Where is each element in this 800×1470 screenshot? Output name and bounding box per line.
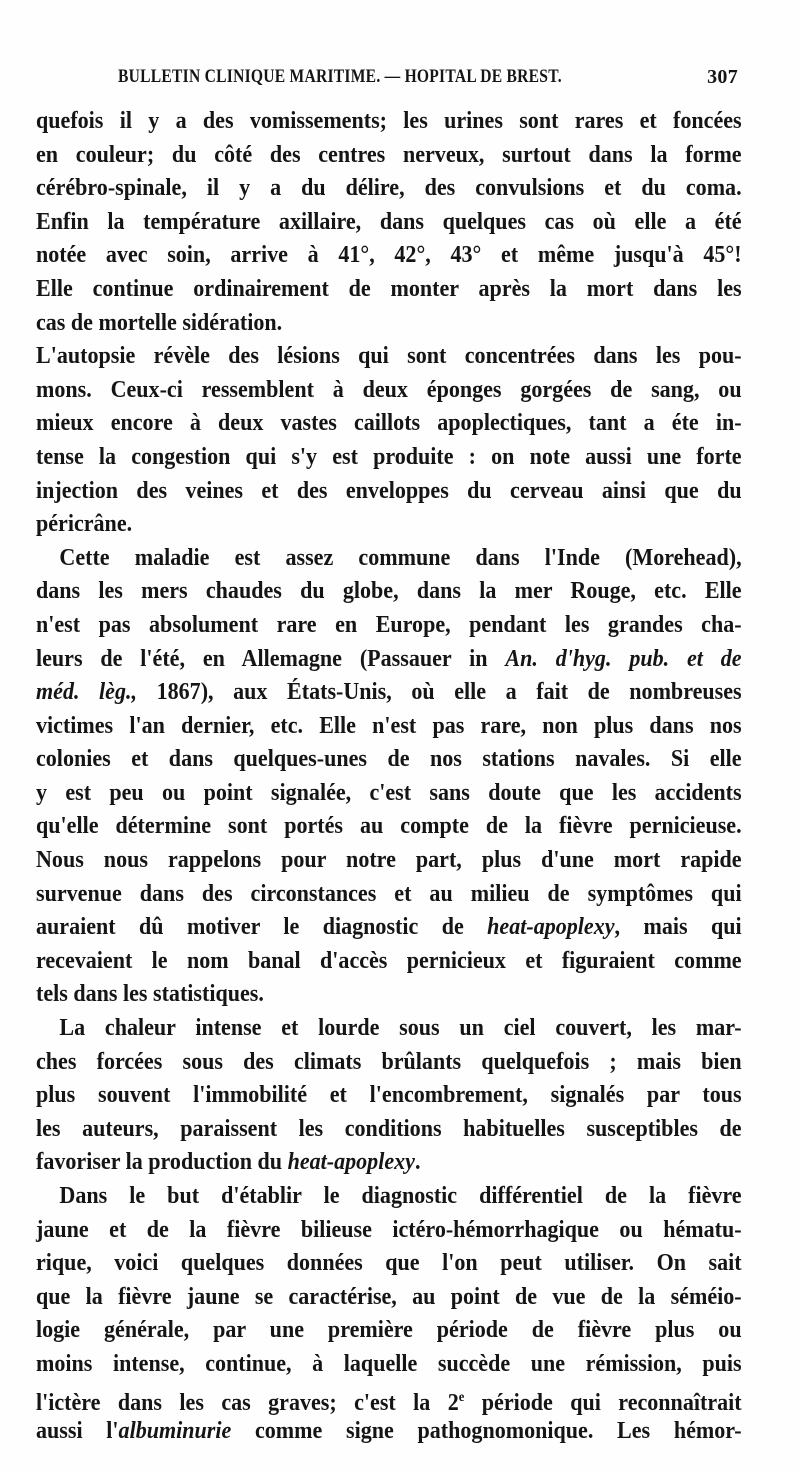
text-line <box>36 642 742 676</box>
superscript: e <box>458 1389 465 1405</box>
text-line: jaune et de la fièvre bilieuse ictéro-hémorrhagique ou hématu- <box>36 1215 742 1243</box>
text-line: survenue dans des circonstances et au milieu de symptômes qui <box>36 879 742 907</box>
text-fragment: l'ictère dans les cas graves; c'est la 2 <box>36 1388 459 1416</box>
text-line: victimes l'an dernier, etc. Elle n'est pas rare, non plus dans nos <box>36 711 742 739</box>
text-line: mieux encore à deux vastes caillots apoplectiques, tant a éte in- <box>36 409 742 437</box>
page-number: 307 <box>707 66 738 88</box>
text-line: y est peu ou point signalée, c'est sans doute que les accidents <box>36 778 742 806</box>
text-fragment: , mais qui <box>614 913 742 941</box>
text-line: Dans le but d'établir le diagnostic différentiel de la fièvre <box>59 1182 742 1209</box>
term-italic: albuminurie <box>118 1417 232 1445</box>
text-fragment: 1867), aux États-Unis, où elle a fait de nombreuses <box>156 678 742 706</box>
text-line: qu'elle détermine sont portés au compte de la fièvre pernicieuse. <box>36 812 742 840</box>
text-line: dans les mers chaudes du globe, dans la mer Rouge, etc. Elle <box>36 577 742 605</box>
text-fragment: auraient dû motiver le diagnostic de <box>36 913 488 941</box>
text-fragment: aussi l' <box>36 1417 119 1445</box>
text-line: en couleur; du côté des centres nerveux, surtout dans la forme <box>36 140 742 168</box>
text-line <box>36 1145 742 1179</box>
text-line: cérébro-spinale, il y a du délire, des convulsions et du coma. <box>36 174 742 202</box>
term-italic: heat-apoplexy <box>487 913 615 941</box>
text-line: rique, voici quelques données que l'on peut utiliser. On sait <box>36 1249 742 1277</box>
text-line: que la fièvre jaune se caractérise, au point de vue de la séméio- <box>36 1282 742 1310</box>
text-line: Cette maladie est assez commune dans l'Inde (Morehead), <box>59 543 742 571</box>
text-line: tense la congestion qui s'y est produite : on note aussi une forte <box>36 442 742 470</box>
text-line: les auteurs, paraissent les conditions habituelles susceptibles de <box>36 1114 742 1142</box>
citation-italic: An. d'hyg. pub. et de <box>505 644 742 672</box>
text-fragment: période qui reconnaîtrait <box>464 1388 742 1416</box>
text-line: notée avec soin, arrive à 41°, 42°, 43° et même jusqu'à 45°! <box>36 241 742 269</box>
text-line: plus souvent l'immobilité et l'encombrement, signalés par tous <box>36 1081 742 1109</box>
term-italic: heat-apoplexy <box>287 1148 415 1176</box>
page-header <box>118 62 740 96</box>
running-title: BULLETIN CLINIQUE MARITIME. — HOPITAL DE BREST. <box>118 66 562 87</box>
text-line: recevaient le nom banal d'accès pernicieux et figuraient comme <box>36 946 742 974</box>
text-fragment: favoriser la production du <box>36 1148 288 1176</box>
text-line: colonies et dans quelques-unes de nos stations navales. Si elle <box>36 745 742 773</box>
text-line <box>36 910 742 944</box>
text-line: n'est pas absolument rare en Europe, pendant les grandes cha- <box>36 610 742 638</box>
text-line: tels dans les statistiques. <box>36 980 264 1008</box>
text-line: mons. Ceux-ci ressemblent à deux éponges gorgées de sang, ou <box>36 375 742 403</box>
text-fragment: . <box>414 1148 421 1176</box>
text-fragment: comme signe pathognomonique. Les hémor- <box>231 1417 742 1445</box>
text-line: quefois il y a des vomissements; les urines sont rares et foncées <box>36 107 742 134</box>
text-line <box>36 1381 742 1415</box>
text-line <box>36 1414 742 1448</box>
text-line: L'autopsie révèle des lésions qui sont concentrées dans les pou- <box>36 342 742 370</box>
body-text <box>36 104 742 1448</box>
text-line: injection des veines et des enveloppes du cerveau ainsi que du <box>36 476 742 504</box>
text-line: logie générale, par une première période de fièvre plus ou <box>36 1316 742 1344</box>
text-line: moins intense, continue, à laquelle succède une rémission, puis <box>36 1349 742 1377</box>
text-line <box>36 675 742 709</box>
text-line: Enfin la température axillaire, dans quelques cas où elle a été <box>36 207 742 235</box>
citation-italic: méd. lèg., <box>36 678 157 706</box>
text-fragment: leurs de l'été, en Allemagne (Passauer in <box>36 644 506 672</box>
text-line: péricrâne. <box>36 510 133 538</box>
text-line: La chaleur intense et lourde sous un ciel couvert, les mar- <box>59 1014 742 1042</box>
text-line: Nous nous rappelons pour notre part, plus d'une mort rapide <box>36 846 742 874</box>
text-line: ches forcées sous des climats brûlants quelquefois ; mais bien <box>36 1047 742 1075</box>
text-line: cas de mortelle sidération. <box>36 308 283 336</box>
text-line: Elle continue ordinairement de monter après la mort dans les <box>36 274 742 302</box>
